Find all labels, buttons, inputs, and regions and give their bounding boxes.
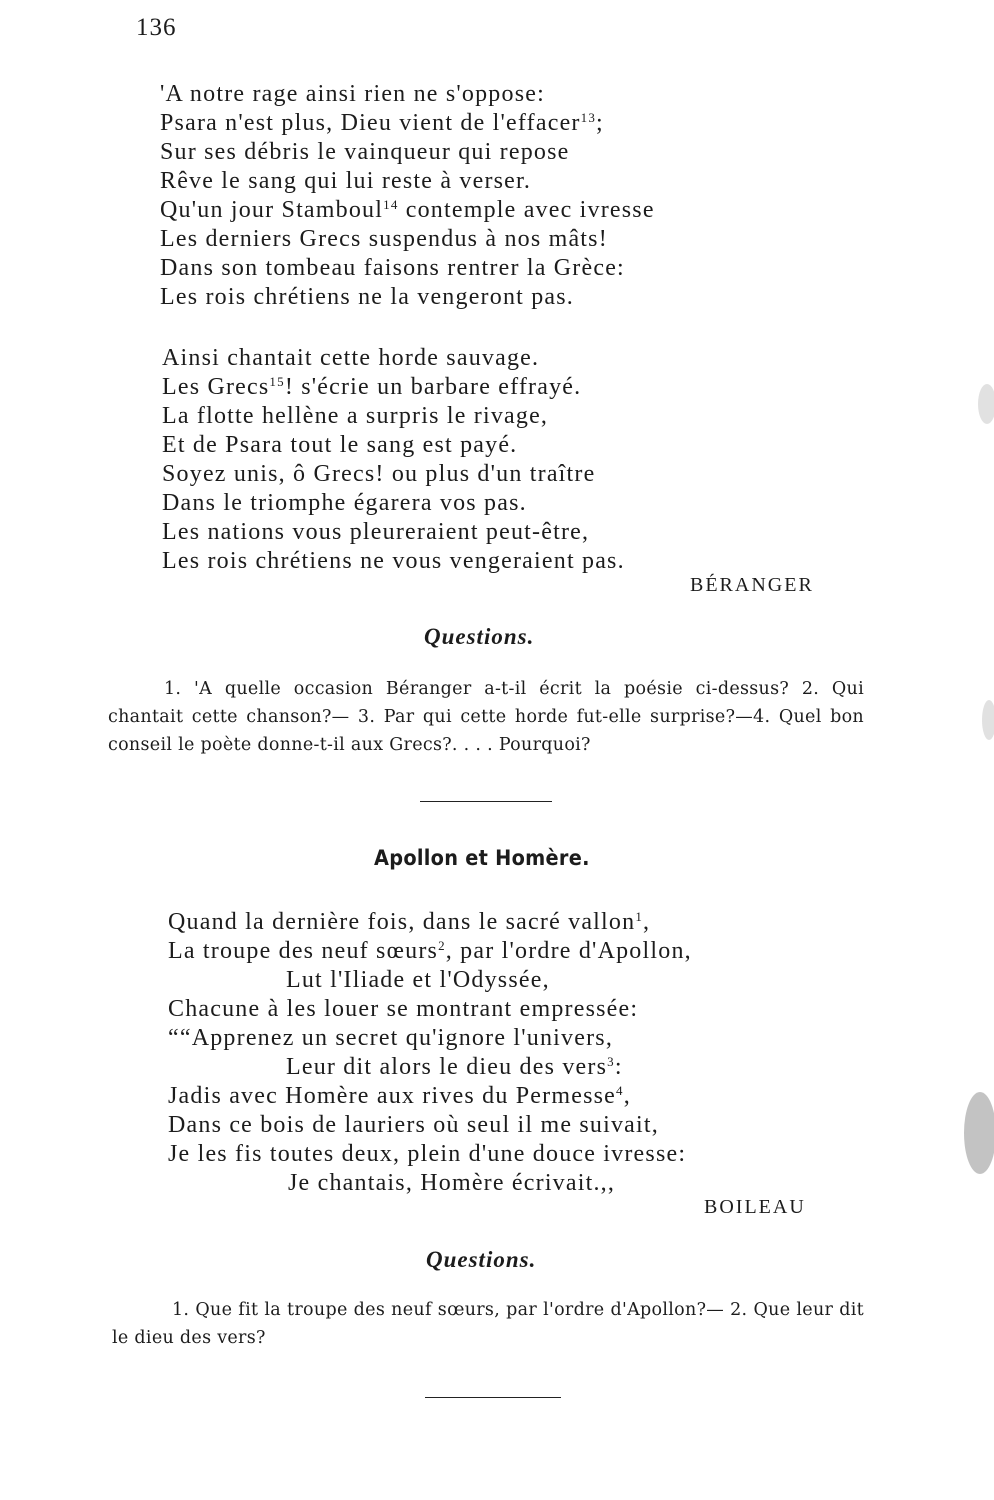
verse-line: Dans ce bois de lauriers où seul il me suivait, <box>168 1112 659 1138</box>
poem1-stanza1 <box>160 80 655 312</box>
verse-line: La troupe des neuf sœurs$^2$, par l'ordre d'Apollon, <box>168 938 692 964</box>
footnote-ref: 15 <box>269 374 285 389</box>
questions-text: 1. Que fit la troupe des neuf sœurs, par l'ordre d'Apollon?— 2. Que leur dit le dieu des vers? <box>112 1300 864 1348</box>
verse-line: Les derniers Grecs suspendus à nos mâts! <box>160 226 608 252</box>
verse-line: La flotte hellène a surpris le rivage, <box>162 403 549 429</box>
footnote-ref: 14 <box>383 197 399 212</box>
footnote-ref: 13 <box>580 110 597 125</box>
verse-line: Jadis avec Homère aux rives du Permesse$^4$, <box>168 1083 631 1109</box>
section-divider <box>420 801 552 802</box>
questions-heading: Questions. <box>426 1247 537 1272</box>
author-beranger: BÉRANGER <box>690 574 814 596</box>
poem-title: Apollon et Homère. <box>374 846 590 870</box>
poem2 <box>168 908 692 1198</box>
verse-line: Les rois chrétiens ne la vengeront pas. <box>160 284 575 310</box>
page-number: 136 <box>136 14 177 41</box>
verse-line: Les nations vous pleureraient peut-être, <box>162 519 590 545</box>
verse-line: Dans son tombeau faisons rentrer la Grèce: <box>160 255 625 281</box>
verse-line: Psara n'est plus, Dieu vient de l'effacer$^{13}$; <box>160 110 604 136</box>
verse-line: Rêve le sang qui lui reste à verser. <box>160 168 532 194</box>
verse-line: Les rois chrétiens ne vous vengeraient pas. <box>162 548 625 574</box>
verse-line: Qu'un jour Stamboul$^{14}$ contemple avec ivresse <box>160 197 655 223</box>
footnote-ref: 1 <box>635 909 644 924</box>
verse-line: Ainsi chantait cette horde sauvage. <box>162 345 540 371</box>
verse-line: Leur dit alors le dieu des vers$^3$: <box>286 1054 623 1080</box>
verse-line: Lut l'Iliade et l'Odyssée, <box>286 967 550 993</box>
footnote-ref: 3 <box>607 1054 615 1069</box>
footnote-ref: 2 <box>438 938 446 953</box>
poem1-stanza2 <box>162 344 625 576</box>
questions-heading: Questions. <box>424 624 535 649</box>
verse-line: Je les fis toutes deux, plein d'une douce ivresse: <box>168 1141 687 1167</box>
verse-line: Les Grecs$^{15}$! s'écrie un barbare effrayé. <box>162 374 582 400</box>
section-divider <box>425 1397 561 1398</box>
page-stain <box>978 384 994 424</box>
page-stain <box>982 700 994 740</box>
verse-line: Je chantais, Homère écrivait.,, <box>288 1170 616 1196</box>
verse-line: Sur ses débris le vainqueur qui repose <box>160 139 570 165</box>
verse-line: Chacune à les louer se montrant empressée: <box>168 996 639 1022</box>
verse-line: Soyez unis, ô Grecs! ou plus d'un traître <box>162 461 596 487</box>
verse-line: ““Apprenez un secret qu'ignore l'univers, <box>168 1025 614 1051</box>
page-stain <box>964 1092 994 1174</box>
questions-text: 1. 'A quelle occasion Béranger a-t-il écrit la poésie ci-dessus? 2. Qui chantait cette chanson?— 3. Par qui cette horde fut-elle surprise?—4. Quel bon conseil le poète donne-t-il aux Grecs?. . . . Pourquoi? <box>108 679 864 755</box>
verse-line: Quand la dernière fois, dans le sacré vallon$^1$, <box>168 909 651 935</box>
verse-line: Dans le triomphe égarera vos pas. <box>162 490 527 516</box>
author-boileau: BOILEAU <box>704 1196 806 1218</box>
footnote-ref: 4 <box>616 1083 624 1098</box>
verse-line: 'A notre rage ainsi rien ne s'oppose: <box>160 81 545 107</box>
verse-line: Et de Psara tout le sang est payé. <box>162 432 518 458</box>
